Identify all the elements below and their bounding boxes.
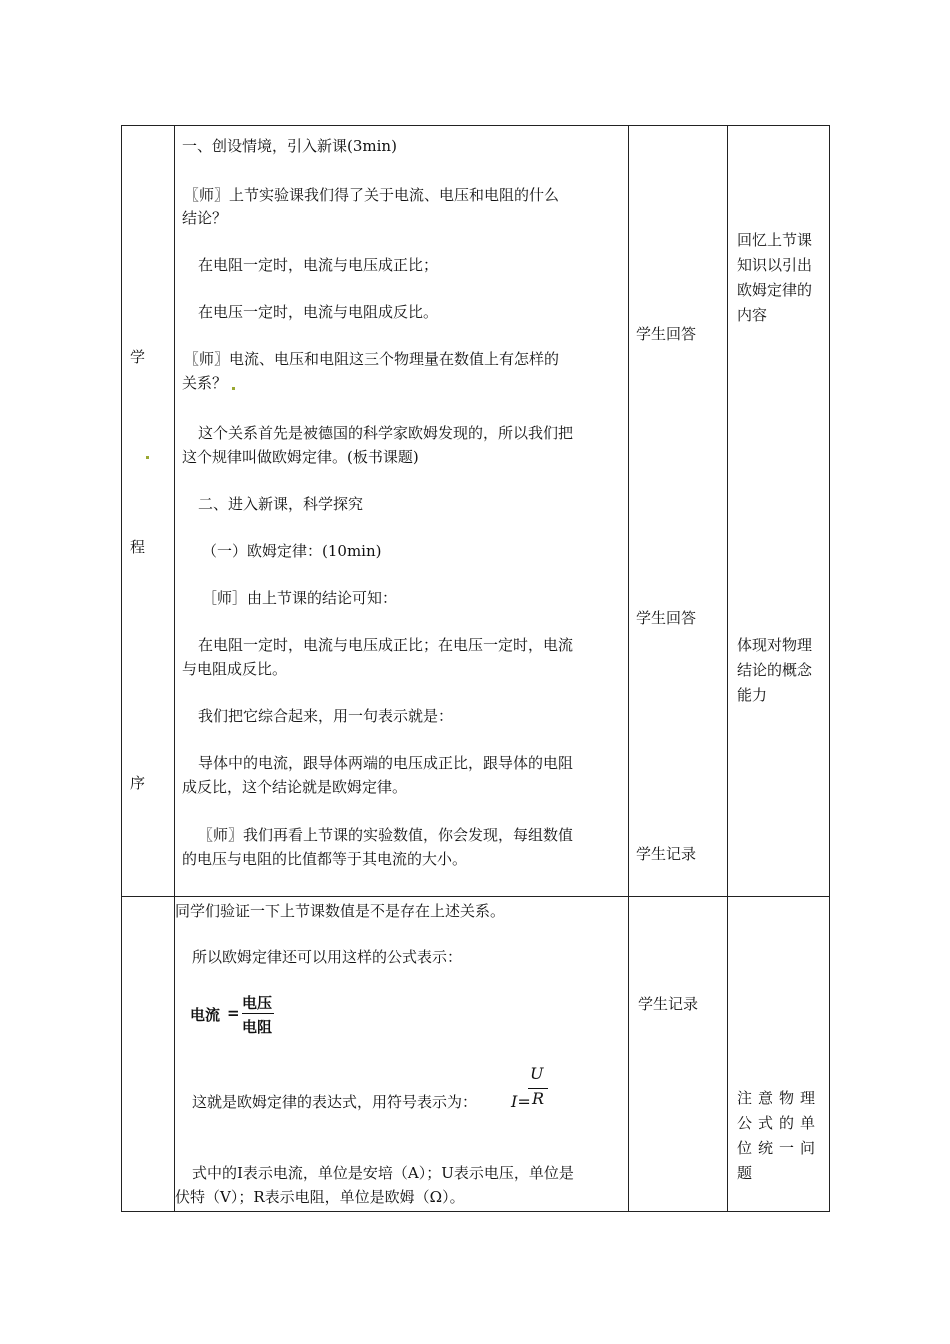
col-divider-2 — [628, 126, 629, 1211]
col-divider-3 — [727, 126, 728, 1211]
decorative-dot — [146, 456, 149, 459]
left-col-char-xue: 学 — [130, 348, 146, 366]
symbol-formula-lhs: I= — [511, 1092, 531, 1111]
word-formula-numerator: 电压 — [242, 994, 273, 1012]
teacher-statement: ［师］由上节课的结论可知： — [202, 589, 398, 607]
ohm-law-statement-line1: 导体中的电流，跟导体两端的电压成正比，跟导体的电阻 — [198, 754, 574, 772]
word-formula-lhs: 电流 — [190, 1006, 221, 1024]
combined-conclusion-line1: 在电阻一定时，电流与电压成正比；在电压一定时，电流 — [198, 636, 574, 654]
teacher-data-review-line2: 的电压与电阻的比值都等于其电流的大小。 — [182, 850, 468, 868]
conclusion-resistance-fixed: 在电阻一定时，电流与电压成正比； — [198, 256, 439, 274]
decorative-dot — [232, 387, 235, 390]
section-two-heading: 二、进入新课，科学探究 — [198, 495, 364, 513]
symbol-formula-numerator: U — [530, 1064, 544, 1083]
word-formula-bar — [242, 1013, 274, 1014]
lesson-table — [121, 125, 830, 1212]
design-intent-concept: 体现对物理结论的概念能力 — [737, 636, 813, 704]
ohm-discovery-line2: 这个规律叫做欧姆定律。(板书课题) — [182, 448, 419, 466]
symbol-formula-intro: 这就是欧姆定律的表达式，用符号表示为： — [192, 1093, 478, 1111]
subsection-ohm-law: （一）欧姆定律：(10min) — [202, 542, 382, 560]
student-activity-answer-2: 学生回答 — [636, 609, 697, 627]
units-explanation-line1: 式中的I表示电流，单位是安培（A）；U表示电压，单位是 — [192, 1164, 574, 1182]
summary-intro: 我们把它综合起来，用一句表示就是： — [198, 707, 454, 725]
symbol-formula-denominator: R — [532, 1089, 545, 1108]
teacher-question-1-line2: 结论？ — [182, 209, 228, 227]
word-formula-denominator: 电阻 — [242, 1018, 273, 1036]
left-col-char-xu: 序 — [130, 774, 146, 792]
row-divider — [122, 896, 829, 897]
left-col-char-cheng: 程 — [130, 538, 146, 556]
formula-intro: 所以欧姆定律还可以用这样的公式表示： — [192, 948, 463, 966]
ohm-law-statement-line2: 成反比，这个结论就是欧姆定律。 — [182, 778, 408, 796]
teacher-data-review-line1: 〖师〗我们再看上节课的实验数值，你会发现，每组数值 — [198, 826, 574, 844]
design-intent-units: 注意物理公式的单位统一问题 — [737, 1089, 822, 1182]
design-intent-recall: 回忆上节课知识以引出欧姆定律的内容 — [737, 231, 813, 324]
ohm-discovery-line1: 这个关系首先是被德国的科学家欧姆发现的，所以我们把 — [198, 424, 574, 442]
word-formula-equals: = — [227, 1004, 240, 1022]
verify-instruction: 同学们验证一下上节课数值是不是存在上述关系。 — [175, 902, 506, 920]
teacher-question-2-line2: 关系？ — [182, 374, 228, 392]
word-formula — [190, 992, 280, 1036]
teacher-question-2-line1: 〖师〗电流、电压和电阻这三个物理量在数值上有怎样的 — [184, 350, 560, 368]
units-explanation-line2: 伏特（V）；R表示电阻，单位是欧姆（Ω）。 — [175, 1188, 465, 1206]
conclusion-voltage-fixed: 在电压一定时，电流与电阻成反比。 — [198, 303, 439, 321]
section-one-heading: 一、创设情境，引入新课(3min) — [182, 137, 397, 155]
student-activity-record-2: 学生记录 — [638, 995, 699, 1013]
student-activity-record-1: 学生记录 — [636, 845, 697, 863]
teacher-question-1-line1: 〖师〗上节实验课我们得了关于电流、电压和电阻的什么 — [184, 186, 560, 204]
combined-conclusion-line2: 与电阻成反比。 — [182, 660, 288, 678]
col-divider-1 — [174, 126, 175, 1211]
student-activity-answer-1: 学生回答 — [636, 325, 697, 343]
